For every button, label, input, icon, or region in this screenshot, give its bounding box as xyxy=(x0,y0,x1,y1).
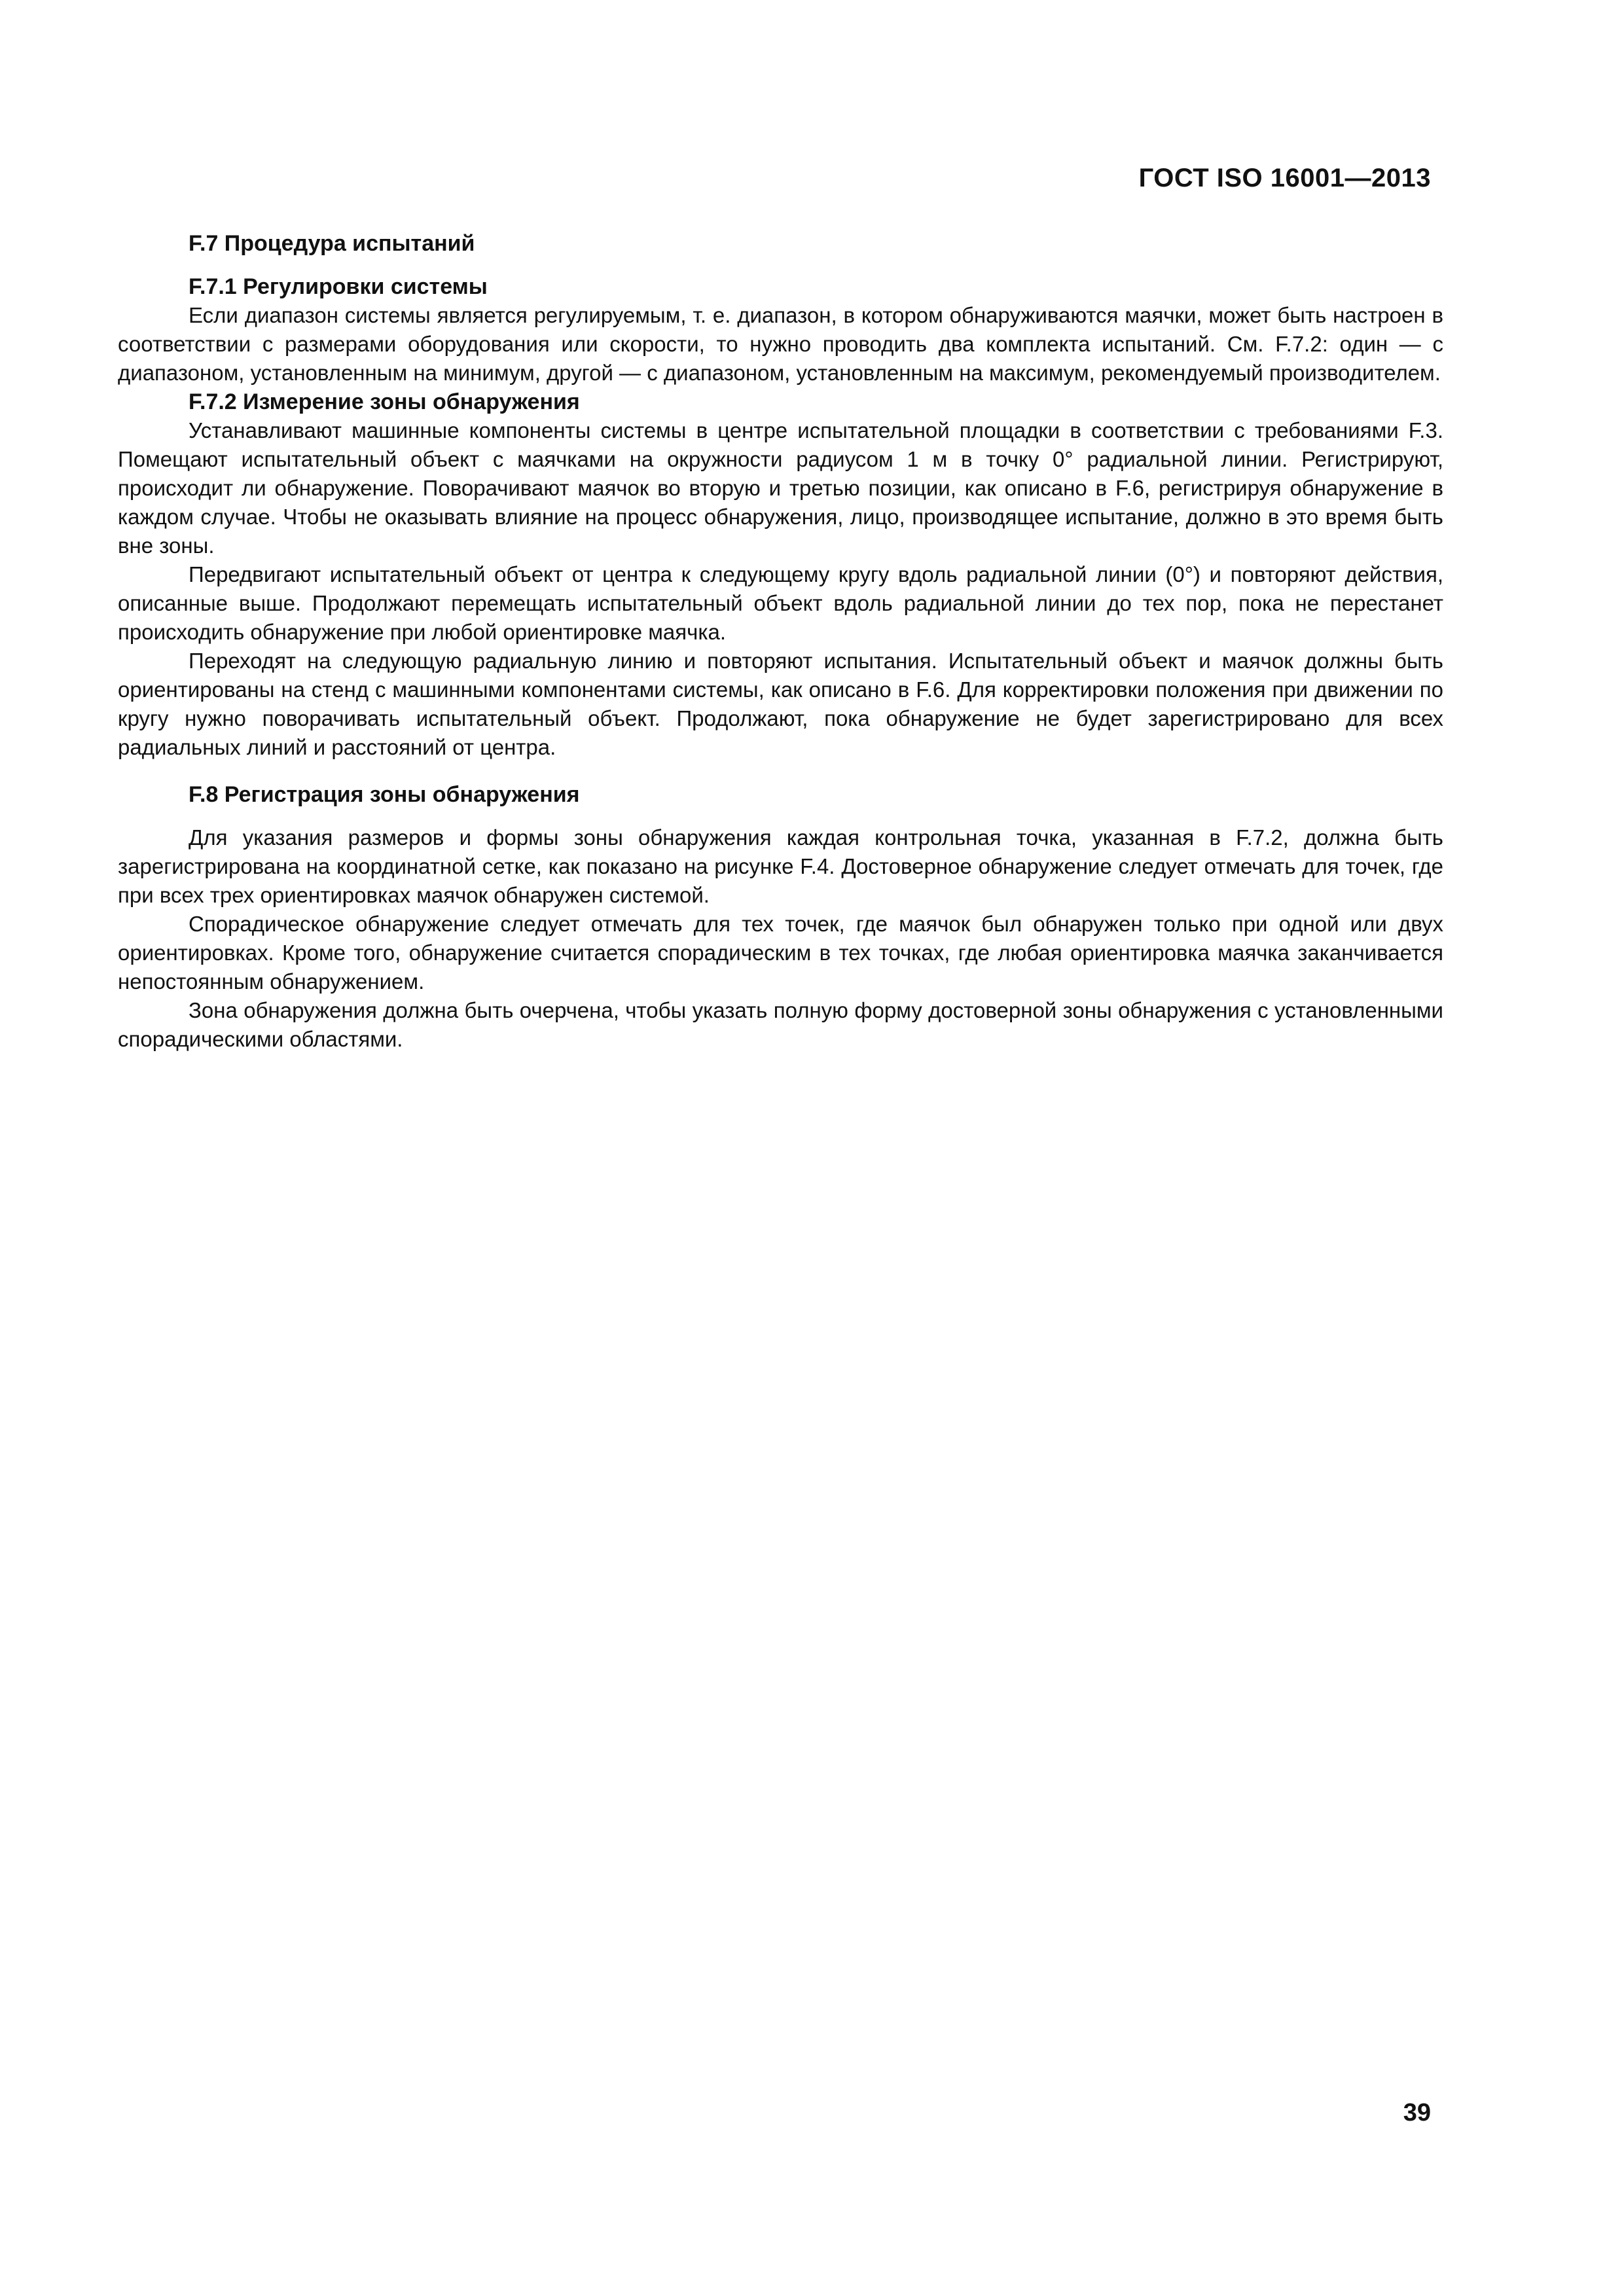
section-f7-title: F.7 Процедура испытаний xyxy=(189,231,475,256)
section-f8-paragraph-1: Для указания размеров и формы зоны обнаружения каждая контрольная точка, указанная в F.7.2, должна быть зарегистрирована на координатной сетке, как показано на рисунке F.4. Достоверное обнаружение следует отмечать для точек, где при всех трех ориентировках маячок обнаружен системой. xyxy=(118,825,1443,907)
page-number: 39 xyxy=(1403,2099,1431,2126)
section-f71-paragraph-1: Если диапазон системы является регулируемым, т. е. диапазон, в котором обнаруживаются маячки, может быть настроен в соответствии с размерами оборудования или скорости, то нужно проводить два комплекта испытаний. См. F.7.2: один — с диапазоном, установленным на минимум, другой — с диапазоном, установленным на максимум, рекомендуемый производителем. xyxy=(118,303,1443,385)
document-header: ГОСТ ISO 16001—2013 xyxy=(1138,164,1431,192)
section-f72-paragraph-1: Устанавливают машинные компоненты системы в центре испытательной площадки в соответствии с требованиями F.3. Помещают испытательный объект с маячками на окружности радиусом 1 м в точку 0° радиальной линии. Регистрируют, происходит ли обнаружение. Поворачивают маячок во вторую и третью позиции, как описано в F.6, регистрируя обнаружение в каждом случае. Чтобы не оказывать влияние на процесс обнаружения, лицо, производящее испытание, должно в это время быть вне зоны. xyxy=(118,418,1443,558)
section-f71-title: F.7.1 Регулировки системы xyxy=(189,274,488,299)
section-f8-title: F.8 Регистрация зоны обнаружения xyxy=(189,782,580,807)
page-content xyxy=(118,229,1443,1054)
section-f72-paragraph-3: Переходят на следующую радиальную линию и повторяют испытания. Испытательный объект и маячок должны быть ориентированы на стенд с машинными компонентами системы, как описано в F.6. Для корректировки положения при движении по кругу нужно поворачивать испытательный объект. Продолжают, пока обнаружение не будет зарегистрировано для всех радиальных линий и расстояний от центра. xyxy=(118,649,1443,759)
section-f72-paragraph-2: Передвигают испытательный объект от центра к следующему кругу вдоль радиальной линии (0°) и повторяют действия, описанные выше. Продолжают перемещать испытательный объект вдоль радиальной линии до тех пор, пока не перестанет происходить обнаружение при любой ориентировке маячка. xyxy=(118,562,1443,644)
section-f8-paragraph-3: Зона обнаружения должна быть очерчена, чтобы указать полную форму достоверной зоны обнаружения с установленными спорадическими областями. xyxy=(118,998,1443,1051)
section-f72-title: F.7.2 Измерение зоны обнаружения xyxy=(189,389,580,414)
section-f8-paragraph-2: Спорадическое обнаружение следует отмечать для тех точек, где маячок был обнаружен только при одной или двух ориентировках. Кроме того, обнаружение считается спорадическим в тех точках, где любая ориентировка маячка заканчивается непостоянным обнаружением. xyxy=(118,912,1443,994)
